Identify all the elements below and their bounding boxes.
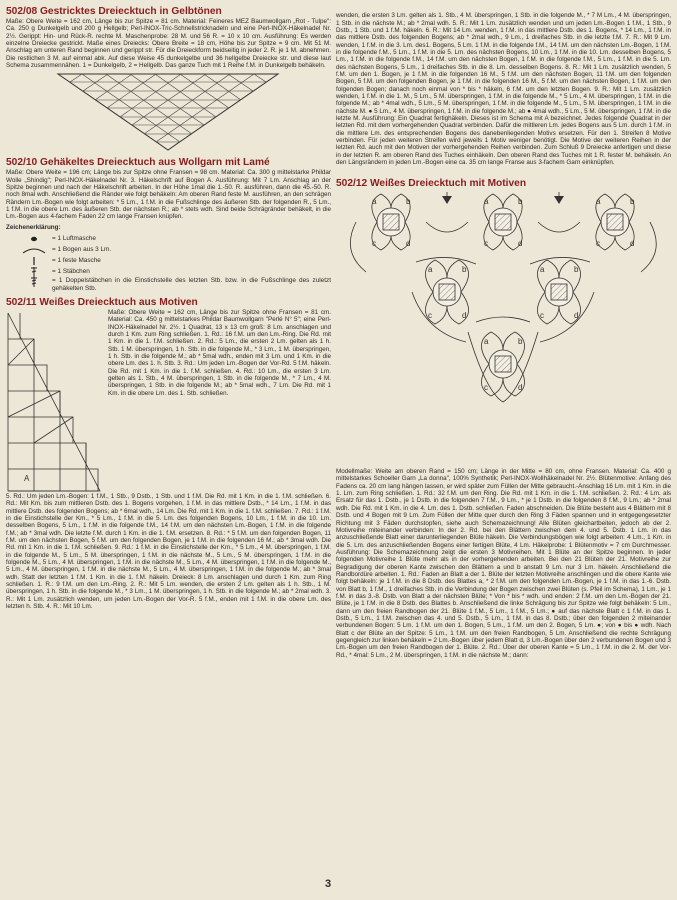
right-column bbox=[336, 6, 671, 665]
section-title: 502/08 Gestricktes Dreiecktuch in Gelbtönen bbox=[6, 6, 222, 17]
petal-label-c: c bbox=[596, 238, 600, 248]
flower-motif-diagram bbox=[336, 192, 671, 462]
petal-label-d: d bbox=[630, 238, 635, 248]
legend-text: = 1 Bogen aus 3 Lm. bbox=[52, 246, 112, 254]
petal-label-b: b bbox=[462, 264, 467, 274]
left-column bbox=[6, 6, 331, 610]
section-502-11 bbox=[6, 297, 331, 611]
petal-label-a: a bbox=[428, 264, 433, 274]
petal-label-d: d bbox=[518, 238, 523, 248]
section-body-continued: 5. Rd.: Um jeden Lm.-Bogen: 1 f.M., 1 Stb., 9 Dstb., 1 Stb. und 1 f.M. Die Rd. mit 1 Km. in die 1. f.M. schließen. 6. Rd.: Mit Km. bis zum mittleren Dstb. des 1. Bogens vorgehen, 1 f.M. in das mittlere Dstb., * 14 Lm., 1 f.M. in das mittlere Dstb. des folgenden Bogens; ab * 6mal wdh., 14 Lm. Die Rd. mit 1 Km. in die 1. f.M. schließen. 7. Rd.: 1 f.M. in die Einstichstelle der Km., * 5 Lm., 1 f.M. in die 5. Lm. des folgenden Bogens, 10 Lm., 1 f.M. in die 10. Lm. desselben Bogens, 5 Lm., 1 f.M. in die folgende f.M., 14 f.M. um den nächsten Lm.-Bogen, 1 f.M. in die folgende f.M.; ab * 3mal wdh. Die letzte f.M. durch 1 Km. in die 1. f.M. ersetzen. 8. Rd.: * 5 f.M. um den folgenden Bogen, 11 f.M. um den nächsten Bogen, 5 f.M. um den folgenden Bogen, je 1 f.M. in die folgenden 16 M.; ab * 3mal wdh. Die Rd. mit 1 Km. in die 1. f.M. schließen. 9. Rd.: 1 f.M. in die Einstichstelle der Km., * 5 Lm., 4 M. überspringen, 1 f.M. in die folgende M., 5 Lm., 5 M. überspringen, 1 f.M. in die nächste M., 5 Lm., 5 M. überspringen, 1 f.M. in die folgende M., 5 Lm., 4 M. überspringen, 1 f.M. in die nächste M., 5 Lm., 4 M. überspringen, 1 f.M. in die folgende M., 5 Lm., 4 M. überspringen, 1 f.M. in die nächste M., 5 Lm., 4 M. überspringen, 1 f.M. in die folgende M.; ab * 3mal wdh. Statt der letzten 1 f.M. 1 Km. in die 1. f.M. häkeln. Dreieck: 8 Lm. anschlagen und durch 1 Km. zum Ring schließen. 1. R.: 9 f.M. um den Lm.-Ring. 2. R.: Mit 5 Lm. wenden, die ersten 2 Lm. gelten als 1 h. Stb., 1 M. überspringen, 1 h. Stb. in die folgende M., * 3 Lm., 1 M. überspringen, 1 h. Stb. in die folgende M.; ab * 2mal wdh. 3. R.: Mit 1 Lm. zusätzlich wenden, um jeden Lm.-Bogen der Vor-R. 5 f.M., enden mit 1 f.M. in die obere Lm. des letzten h. Stb. 4. R.: Mit 10 Lm. bbox=[6, 492, 331, 611]
petal-label-d: d bbox=[574, 310, 579, 320]
legend-text: = 1 feste Masche bbox=[52, 257, 101, 265]
diagram-with-text bbox=[6, 309, 331, 493]
petal-label-a: a bbox=[540, 264, 545, 274]
section-title: 502/10 Gehäkeltes Dreiecktuch aus Wollgarn mit Lamé bbox=[6, 157, 270, 169]
petal-label-b: b bbox=[574, 264, 579, 274]
legend-text: = 1 Stäbchen bbox=[52, 268, 90, 276]
legend-row bbox=[6, 277, 331, 292]
section-502-10 bbox=[6, 157, 331, 292]
petal-label-c: c bbox=[428, 310, 432, 320]
section-502-08 bbox=[6, 6, 331, 69]
svg-text:A: A bbox=[24, 473, 30, 483]
legend-row bbox=[6, 233, 331, 244]
petal-label-a: a bbox=[596, 196, 601, 206]
section-body: Maße: Obere Weite = 162 cm, Länge bis zur Spitze ohne Fransen = 81 cm. Material: Ca. 450 g mittelstarkes Phildar Baumwollgarn "Perlé N° 5"; eine Perl-INOX-Häkelnadel Nr. 2½. 1 Quadrat, 13 x 13 cm groß: 8 Lm. anschlagen und durch 1 Km. zum Ring schließen. 1. Rd.: 16 f.M. um den Lm.-Ring. Die Rd. mit 1 Km. in die 1. f.M. schließen. 2. Rd.: 5 Lm., die ersten 2 Lm. gelten als 1 h. Stb. 1 M. überspringen, 1 h. Stb. in die folgende M., * 3 Lm., 1 M. überspringen, 1 h. Stb. in die folgende M.; ab * 5mal wdh., enden mit 3 Lm. und 1 Km. in die obere Lm. des 1. h. Stb. 3. Rd.: Um jeden Lm.-Bogen der Vor-Rd. 5 f.M. häkeln. Die Rd. mit 1 Km. in die 1. f.M. schließen. 4. Rd.: 10 Lm., die ersten 3 Lm. gelten als 1. Stb., 4 M. überspringen, 1 Stb. in die folgende M., * 7 Lm., 4 M. überspringen, 1 Stb. in die folgende M.; ab * 5mal wdh., 7 Lm. Die Rd. mit 1 Km. in die obere Lm. des 1. Stb. schließen. bbox=[108, 308, 331, 397]
petal-label-d: d bbox=[518, 382, 523, 392]
legend-text: = 1 Doppelstäbchen in die Einstichstelle des letzten Stb. bzw. in die Fußschlinge des zuletzt gehäkelten Stb. bbox=[52, 277, 331, 292]
section-body: Maße: Obere Weite = 196 cm; Länge bis zur Spitze ohne Fransen = 98 cm. Material: Ca. 300 g mittelstarke Phildar Wolle „Shindig"; Perl-INOX-Häkelnadel Nr. 3. Häkelschrift auf Bogen A. Ausführung: Mit 7 Lm. Anschlag an der Spitze beginnen und nach der Häkelschrift arbeiten. In der Höhe 1mal die 1.-50. R. ausführen, dann die 45.-50. R. noch 8mal wdh. Anschließend die Ränder wie folgt behäkeln: Am oberen Rand feste M. ausführen, an den schrägen Rändern Lm.-Bogen wie folgt arbeiten: * 5 Lm., 1 f.M. in die Fußschlinge des äußeren Stb. der folgenden R., 5 Lm., 1 f.M. in die obere Lm. des äußeren Stb. der nächsten R.; ab * stets wdh. Sind beide Schrägränder behäkelt, in die Lm.-Bogen aus 4-fachem Faden 22 cm lange Fransen knüpfen. bbox=[6, 169, 331, 221]
triangle-schema-diagram bbox=[6, 72, 331, 154]
petal-label-c: c bbox=[372, 238, 376, 248]
legend-row bbox=[6, 255, 331, 266]
petal-label-b: b bbox=[518, 196, 523, 206]
petal-label-a: a bbox=[484, 336, 489, 346]
legend-text: = 1 Luftmasche bbox=[52, 235, 96, 243]
petal-label-d: d bbox=[462, 310, 467, 320]
motif-triangle-diagram bbox=[6, 311, 102, 493]
petal-label-a: a bbox=[372, 196, 377, 206]
petal-label-a: a bbox=[484, 196, 489, 206]
petal-label-c: c bbox=[484, 382, 488, 392]
symbol-legend bbox=[6, 233, 331, 292]
petal-label-c: c bbox=[540, 310, 544, 320]
single-crochet-icon bbox=[20, 256, 48, 266]
continued-text: wenden, die ersten 3 Lm. gelten als 1. Stb., 4 M. überspringen, 1 Stb. in die folgende M., * 7 M Lm., 4 M. überspringen, 1 Stb. in die nächste M.; ab * 2mal wdh. 5. R.: Mit 1 Lm. zusätzlich wenden und um jeden Lm.-Bogen 1 f.M., 1 Stb., 9 Dstb., 1 Stb. und 1 f.M. häkeln. 6. R.: Mit 14 Lm. wenden, 1 f.M. in das mittlere Dstb. des 1. Bogens, * 14 Lm., 1 f.M. in das mittlere Dstb. des folgenden Bogens; ab * 2mal wdh., 9 Lm., 1 dreifaches Stb. in die letzte f.M. 7. R.: Mit 9 Lm. wenden, 1 f.M. in die 3. Lm. des1. Bogens, 5 Lm. 1 f.M. in die folgende f.M., 14 f.M. um den nächsten Lm.-Bogen, 1 f.M. in die folgende f.M., 5 Lm., 1 f.M. in die 5. Lm. des nächsten Bogens, 10 Lm., 1 f.M. in die 10. Lm. desselben Bogens, 5 Lm., 1 f.M. in die folgende f.M., 14 f.M. um den nächsten Bogen, 1 f.M. in die folgende f.M., 5 Lm., 1 f.M. in die 5. Lm. des nächsten Bogens, 5 Lm., 1 dreifaches Stb. in die 8. Lm. desselben Bogens. 8. R.: Mit 1 Lm. zusätzlich wenden, 5 f.M. um den 1. Bogen, je 1 f.M. in die folgenden 16 M., 5 f.M. um den nächsten Bogen, 11 f.M. um den folgenden Bogen, 5 f.M. um den folgenden Bogen, je 1 f.M. in die folgenden 16 M., 5 f.M. um den nächsten Bogen, 1 f.M. um den folgenden Bogen; danach noch einmal von * bis * häkeln, 6 f.M. um den letzten Bogen. 9. R.: Mit 1 Lm. zusätzlich wenden, 1 f.M. in die 1. M., 5 Lm., 5 M. überspringen, 1 f.M. in die folgende M., * 5 Lm., 4 M. überspringen, 1 f.M. in die folgende M.; ab * 4mal wdh., 5 Lm., 5 M. überspringen, 1 f.M. in die folgende M., 5 Lm., 5 M. überspringen, 1 f.M. in die nächste M. ● 5 Lm., 4 M. überspringen, 1 f.M. in die folgende M.; ab ● 4mal wdh., 5 Lm., 5 M. überspringen, 1 f.M. in die letzte M. Ausführung: Ein Quadrat fertighäkeln. Dieses ist im Schema mit A bezeichnet. Jedes folgende Quadrat in der letzten Rd. mit dem vorhergehenden Quadrat verbinden. Dafür die mittleren Lm. jedes Bogens aus 5 Lm. durch 1 f.M. in die mittlere Lm. des entsprechenden Bogens des danebenliegenden Motivs ersetzen. Für den 1. Streifen 8 Motive verbinden. Für jeden weiteren Streifen wird jeweils 1 Motiv weniger benötigt. Die Motive der weiteren Reihen in der letzten Rd. auch mit den Motiven der vorhergehenden Reihen verbinden. Zum Schluß 9 Dreiecke anfertigen und diese in der letzten R. am oberen Rand des Tuches einhäkeln. Den oberen Rand des Tuches mit 1 R. fester M. behäkeln. An den Längsrändern in jeden Lm.-Bogen eine ca. 35 cm lange Franse aus 3-fachem Garn einknüpfen. bbox=[336, 12, 671, 167]
section-body: Maße: Obere Weite = 162 cm, Länge bis zur Spitze = 81 cm. Material: Feineres MEZ Baumwollgarn „Rot - Tulpe": Ca. 250 g Dunkelgelb und 200 g Hellgelb; Perl-INOX-Tric-Schnellstricknadeln und eine Perl-INOX-Häkelnadel Nr. 2½. Gerippt: Hin- und Rück-R. rechte M. Maschenprobe: 28 M. und 56 R. = 10 x 10 cm. Ausführung: Es werden einzelne Dreiecke gestrickt. Maße eines Dreiecks: Obere Breite = 18 cm, Höhe bis zur Spitze = 9 cm. Mit 51 M. Anschlag am unteren Rand beginnen und gerippt str. Für die Dreieckform beidseitig in jeder 2. R. je 1 M. abnehmen. Die restlichen 3 M. auf einmal abk. Auf diese Weise 45 dunkelgelbe und 36 hellgelbe Dreiecke str. und diese laut Schema zusammennähen. 1 = Dunkelgelb, 2 = Hellgelb. Das ganze Tuch mit 1 Reihe f.M. in Dunkelgelb behäkeln. bbox=[6, 18, 331, 70]
double-crochet-icon bbox=[20, 267, 48, 277]
section-title: 502/12 Weißes Dreiecktuch mit Motiven bbox=[336, 177, 527, 189]
petal-label-d: d bbox=[406, 238, 411, 248]
legend-title: Zeichenerklärung: bbox=[6, 223, 61, 231]
legend-row bbox=[6, 266, 331, 277]
legend-row bbox=[6, 244, 331, 255]
petal-label-b: b bbox=[406, 196, 411, 206]
page-number: 3 bbox=[325, 878, 332, 890]
chain-stitch-icon bbox=[20, 234, 48, 244]
chain-arc-icon bbox=[20, 245, 48, 255]
petal-label-b: b bbox=[518, 336, 523, 346]
petal-label-c: c bbox=[484, 238, 488, 248]
section-title: 502/11 Weißes Dreiecktuch aus Motiven bbox=[6, 296, 198, 308]
section-body: Modellmaße: Weite am oberen Rand = 150 cm; Länge in der Mitte = 80 cm, ohne Fransen. Material: Ca. 400 g mittelstarkes Schoeller Garn „La donna", 100% Synthetik; Perl-INOX-Wollhäkelnadel Nr. 2½. Blütenmotive: Anfang des Fadens ca. 20 cm lang hängen lassen, er wird später zum Füllen der Mitte gebraucht.-Anschlag 16 Lm. mit 1 Km. in die 1. Lm. zum Ring schließen. 1. Rd.: 32 f.M. um den Ring. Die Rd. mit 1 Km. in die 1. f.M. schließen. 2. Rd.: 4 Lm. als Ersatz für das 1. Dstb., je 1 Dstb. in die folgenden 7 f.M., 9 Lm., * je 1 Dstb. in die folgenden 8 f.M., 9 Lm.; ab * 2mal wdh. Die Rd. mit 1 Km. in die 4. Lm. des 1. Dstb. schließen. Faden abschneiden. Die Blüte besteht aus 4 Blättern mit 8 Dstb. und 4 Bogen mit 9 Lm. Zum Füllen der Mitte quer durch den Ring 3 Fäden spannen und in entgegengesetzter Richtung mit 3 Fäden durchstopfen, siehe auch Schemazeichnung! Alle Blüten gleichartbeiten, jedoch ab der 2. Motivreihe miteinander verbinden: In der 2. Rd. bei den Blättern zwischen dem 4. und 5. Dstb. 1 Lm. in das anzuschließende Blatt einer darunterliegenden Blüte häkeln. Die Verbindungsbögen wie folgt arbeiten: 4 Lm., 1 Km. in die 5. Lm. des anzuschließenden Bogens einer fertigen Blüte, 4 Lm. Häkelprobe: 1 Blütenmotiv = 7 cm Durchmesser. Ausführung: Die Schemazeichnung zeigt die ersten 3 Motivreihen. Mit 1 Blüte an der Spitze beginnen. In jeder folgenden Motivreihe 1 Blüte mehr als in der vorhergehenden arbeiten. Bei den 21 Blüten der 21. Motivreihe zur Begradigung der oberen Kante zwischen den Blättern a und b anstatt 9 Lm. nur 3 Lm. häkeln. Anschließend die Randbordüre arbeiten. 1. Rd.: Faden an Blatt a der 1. Blüte der letzten Motivreihe anschlingen und die obere Kante wie folgt behäkeln: je 1 f.M. in die 8 Dstb. des Blattes a, * 2 f.M. um den folgenden Lm.-Bogen, je 1 f.M. in das 1.-6. Dstb. von Blatt b, 1 f.M., 1 dreifaches Stb. in die Verbindung der Bogen zwischen zwei Blüten (s. Pfeil im Schema), 1 Lm., je 1 f.M. in das 3.-8. Dstb. von Blatt a der nächsten Blüte; * Von * bis * wdh. und enden: 2 f.M. um den Lm.-Bogen der 21. Blüte, je 1 f.M. in die 8 Dstb. des Blattes b. Anschließend die linke Schrägung bis zur Spitze wie folgt behäkeln: 5 Lm., dann um den freien Randbogen der 21. Blüte 1 f.M., 5 Lm., 1 f.M., 5 Lm.; ● auf das nächste Blatt c 1 f.M. in das 1. Dstb., 5 Lm., 1 f.M. zwischen das 4. und 5. Dstb., 5 Lm., 1 f.M. in das 8. Dstb.; über den folgenden 2 miteinander verbundenen Bogen: 5 Lm. 1 f.M. um den 1. Bogen, 5 Lm., 1 f.M. um den 2. Bogen, 5 Lm. ●; von ● bis ● wdh. Nach Blatt c der Blüte an der Spitze: 5 Lm., 1 f.M. um den freien Randbogen, 5 Lm. Anschließend die rechte Schrägung gegengleich zur linken behäkeln = 2 Lm.-Bogen über jedem Blatt d, 3 Lm.-Bogen über den 2 verbundenen Bogen und 3 Lm.-Bogen um den freien Randbogen der 1. Blüte. 2. Rd.: Über der oberen Kante = 5 Lm., 1 f.M. in die 2. M. der Vor-Rd., * 4mal: 5 Lm., 2 M. überspringen, 1 f.M. in die nächste M.; dann: bbox=[336, 468, 671, 659]
petal-label-b: b bbox=[630, 196, 635, 206]
treble-crochet-icon bbox=[20, 277, 48, 287]
